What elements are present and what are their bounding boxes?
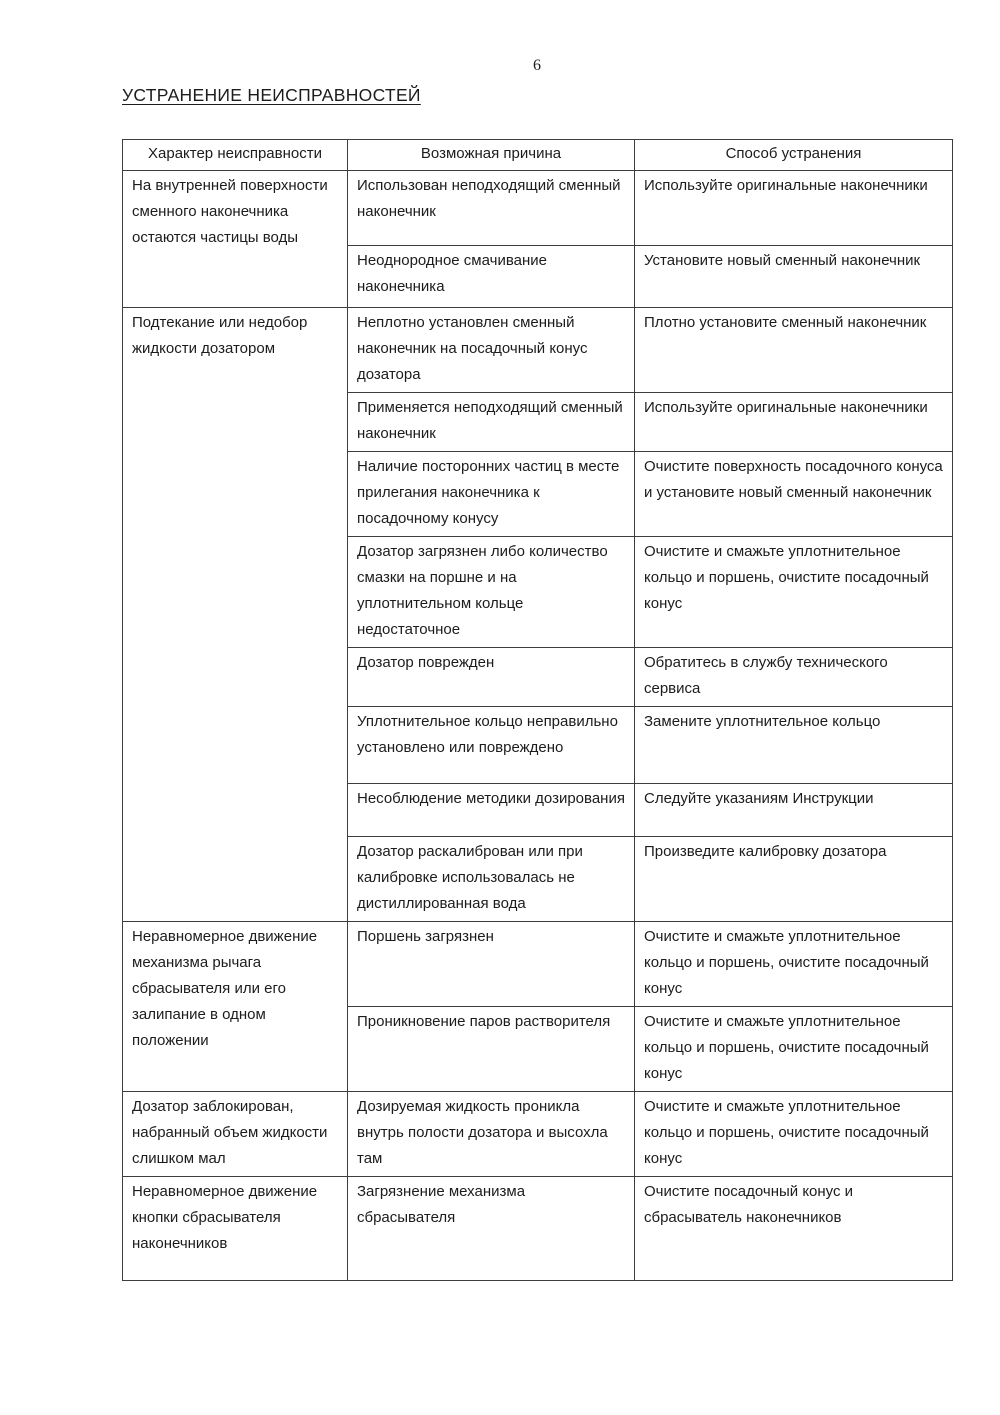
cause-cell: Поршень загрязнен <box>348 922 635 1007</box>
remedy-cell: Обратитесь в службу технического сервиса <box>635 648 953 707</box>
cause-cell: Дозатор загрязнен либо количество смазки на поршне и на уплотнительном кольце недостаточное <box>348 537 635 648</box>
table-row <box>123 1177 953 1281</box>
fault-cell: На внутренней поверхности сменного наконечника остаются частицы воды <box>123 171 348 308</box>
remedy-cell: Установите новый сменный наконечник <box>635 246 953 308</box>
fault-cell: Подтекание или недобор жидкости дозатором <box>123 308 348 922</box>
remedy-cell: Произведите калибровку дозатора <box>635 837 953 922</box>
table-header-row <box>123 140 953 171</box>
remedy-cell: Очистите и смажьте уплотнительное кольцо и поршень, очистите посадочный конус <box>635 1007 953 1092</box>
page-number: 6 <box>533 57 541 74</box>
remedy-cell: Очистите поверхность посадочного конуса и установите новый сменный наконечник <box>635 452 953 537</box>
remedy-cell: Следуйте указаниям Инструкции <box>635 784 953 837</box>
cause-cell: Применяется неподходящий сменный наконечник <box>348 393 635 452</box>
column-header-remedy: Способ устранения <box>635 140 953 171</box>
cause-cell: Загрязнение механизма сбрасывателя <box>348 1177 635 1281</box>
remedy-cell: Очистите и смажьте уплотнительное кольцо и поршень, очистите посадочный конус <box>635 922 953 1007</box>
page-title: УСТРАНЕНИЕ НЕИСПРАВНОСТЕЙ <box>122 85 421 105</box>
table-row <box>123 171 953 246</box>
cause-cell: Несоблюдение методики дозирования <box>348 784 635 837</box>
troubleshooting-table <box>122 139 953 1281</box>
cause-cell: Неплотно установлен сменный наконечник на посадочный конус дозатора <box>348 308 635 393</box>
cause-cell: Уплотнительное кольцо неправильно установлено или повреждено <box>348 707 635 784</box>
cause-cell: Проникновение паров растворителя <box>348 1007 635 1092</box>
remedy-cell: Очистите и смажьте уплотнительное кольцо и поршень, очистите посадочный конус <box>635 1092 953 1177</box>
fault-cell: Неравномерное движение кнопки сбрасывателя наконечников <box>123 1177 348 1281</box>
cause-cell: Дозатор раскалиброван или при калибровке использовалась не дистиллированная вода <box>348 837 635 922</box>
cause-cell: Использован неподходящий сменный наконечник <box>348 171 635 246</box>
cause-cell: Дозатор поврежден <box>348 648 635 707</box>
column-header-fault: Характер неисправности <box>123 140 348 171</box>
remedy-cell: Очистите посадочный конус и сбрасыватель наконечников <box>635 1177 953 1281</box>
remedy-cell: Используйте оригинальные наконечники <box>635 393 953 452</box>
fault-cell: Неравномерное движение механизма рычага сбрасывателя или его залипание в одном положении <box>123 922 348 1092</box>
fault-cell: Дозатор заблокирован, набранный объем жидкости слишком мал <box>123 1092 348 1177</box>
remedy-cell: Плотно установите сменный наконечник <box>635 308 953 393</box>
remedy-cell: Замените уплотнительное кольцо <box>635 707 953 784</box>
cause-cell: Неоднородное смачивание наконечника <box>348 246 635 308</box>
table-row <box>123 308 953 393</box>
table-row <box>123 922 953 1007</box>
column-header-cause: Возможная причина <box>348 140 635 171</box>
cause-cell: Дозируемая жидкость проникла внутрь полости дозатора и высохла там <box>348 1092 635 1177</box>
remedy-cell: Используйте оригинальные наконечники <box>635 171 953 246</box>
table-row <box>123 1092 953 1177</box>
remedy-cell: Очистите и смажьте уплотнительное кольцо и поршень, очистите посадочный конус <box>635 537 953 648</box>
cause-cell: Наличие посторонних частиц в месте прилегания наконечника к посадочному конусу <box>348 452 635 537</box>
